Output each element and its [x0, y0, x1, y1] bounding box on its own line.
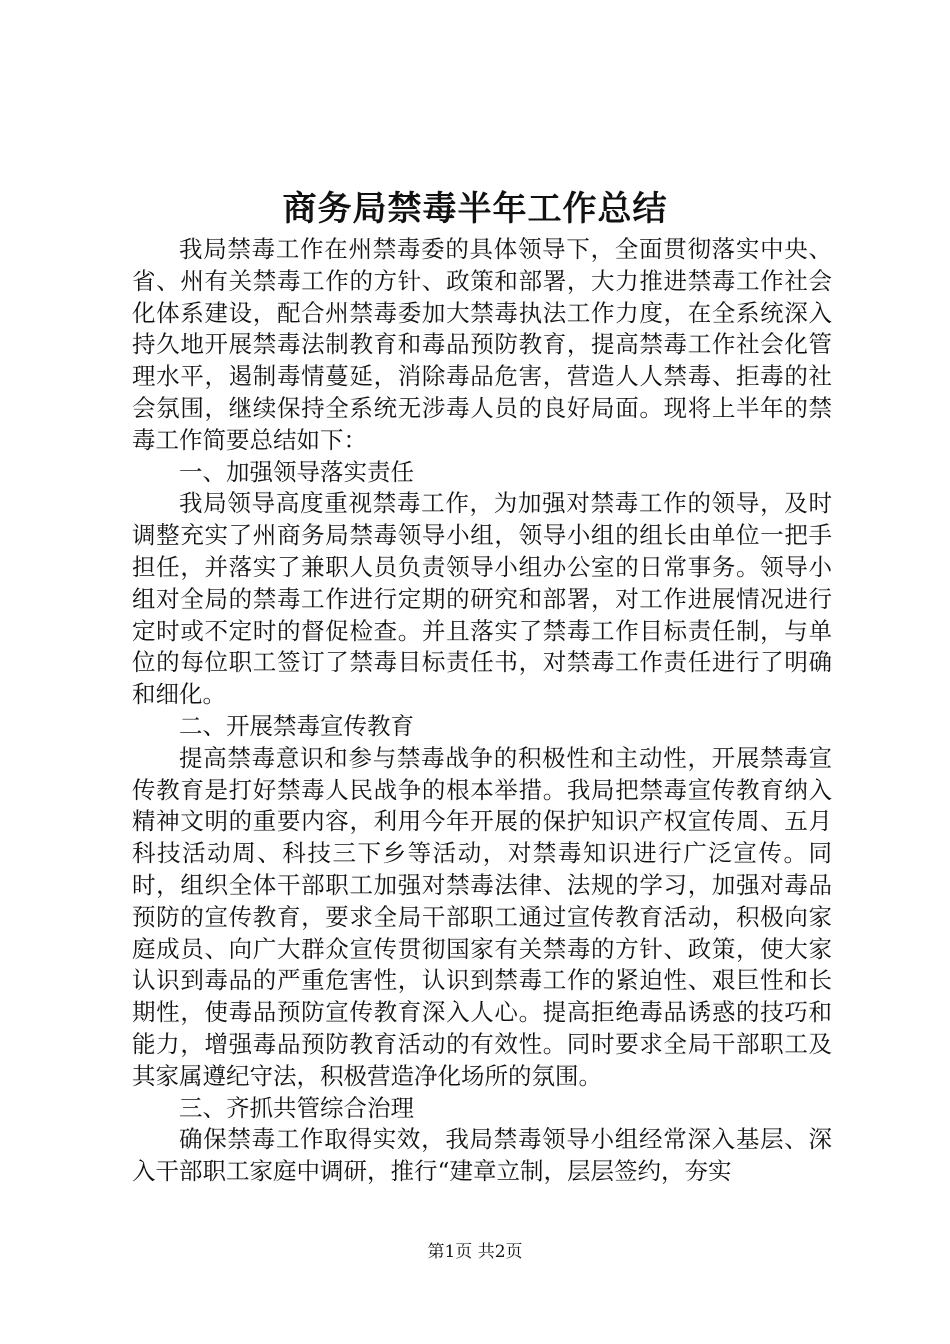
section-heading-3: 三、齐抓共管综合治理 [179, 1093, 414, 1122]
section-heading-1: 一、加强领导落实责任 [179, 457, 414, 486]
section-heading-2: 二、开展禁毒宣传教育 [179, 711, 414, 740]
section-paragraph-3: 确保禁毒工作取得实效，我局禁毒领导小组经常深入基层、深入干部职工家庭中调研，推行“建章立制，层层签约，夯实 [132, 1125, 832, 1186]
section-paragraph-2: 提高禁毒意识和参与禁毒战争的积极性和主动性，开展禁毒宣传教育是打好禁毒人民战争的根本举措。我局把禁毒宣传教育纳入精神文明的重要内容，利用今年开展的保护知识产权宣传周、五月科技活动周、科技三下乡等活动，对禁毒知识进行广泛宣传。同时，组织全体干部职工加强对禁毒法律、法规的学习，加强对毒品预防的宣传教育，要求全局干部职工通过宣传教育活动，积极向家庭成员、向广大群众宣传贯彻国家有关禁毒的方针、政策，使大家认识到毒品的严重危害性，认识到禁毒工作的紧迫性、艰巨性和长期性，使毒品预防宣传教育深入人心。提高拒绝毒品诱惑的技巧和能力，增强毒品预防教育活动的有效性。同时要求全局干部职工及其家属遵纪守法，积极营造净化场所的氛围。 [132, 743, 832, 1090]
document-body [132, 234, 832, 1188]
page-footer: 第1页 共2页 [427, 1242, 523, 1262]
document-title: 商务局禁毒半年工作总结 [282, 189, 668, 229]
intro-paragraph: 我局禁毒工作在州禁毒委的具体领导下，全面贯彻落实中央、省、州有关禁毒工作的方针、政策和部署，大力推进禁毒工作社会化体系建设，配合州禁毒委加大禁毒执法工作力度，在全系统深入持久地开展禁毒法制教育和毒品预防教育，提高禁毒工作社会化管理水平，遏制毒情蔓延，消除毒品危害，营造人人禁毒、拒毒的社会氛围，继续保持全系统无涉毒人员的良好局面。现将上半年的禁毒工作简要总结如下： [132, 235, 832, 454]
section-paragraph-1: 我局领导高度重视禁毒工作，为加强对禁毒工作的领导，及时调整充实了州商务局禁毒领导小组，领导小组的组长由单位一把手担任，并落实了兼职人员负责领导小组办公室的日常事务。领导小组对全局的禁毒工作进行定期的研究和部署，对工作进展情况进行定时或不定时的督促检查。并且落实了禁毒工作目标责任制，与单位的每位职工签订了禁毒目标责任书，对禁毒工作责任进行了明确和细化。 [132, 489, 832, 709]
